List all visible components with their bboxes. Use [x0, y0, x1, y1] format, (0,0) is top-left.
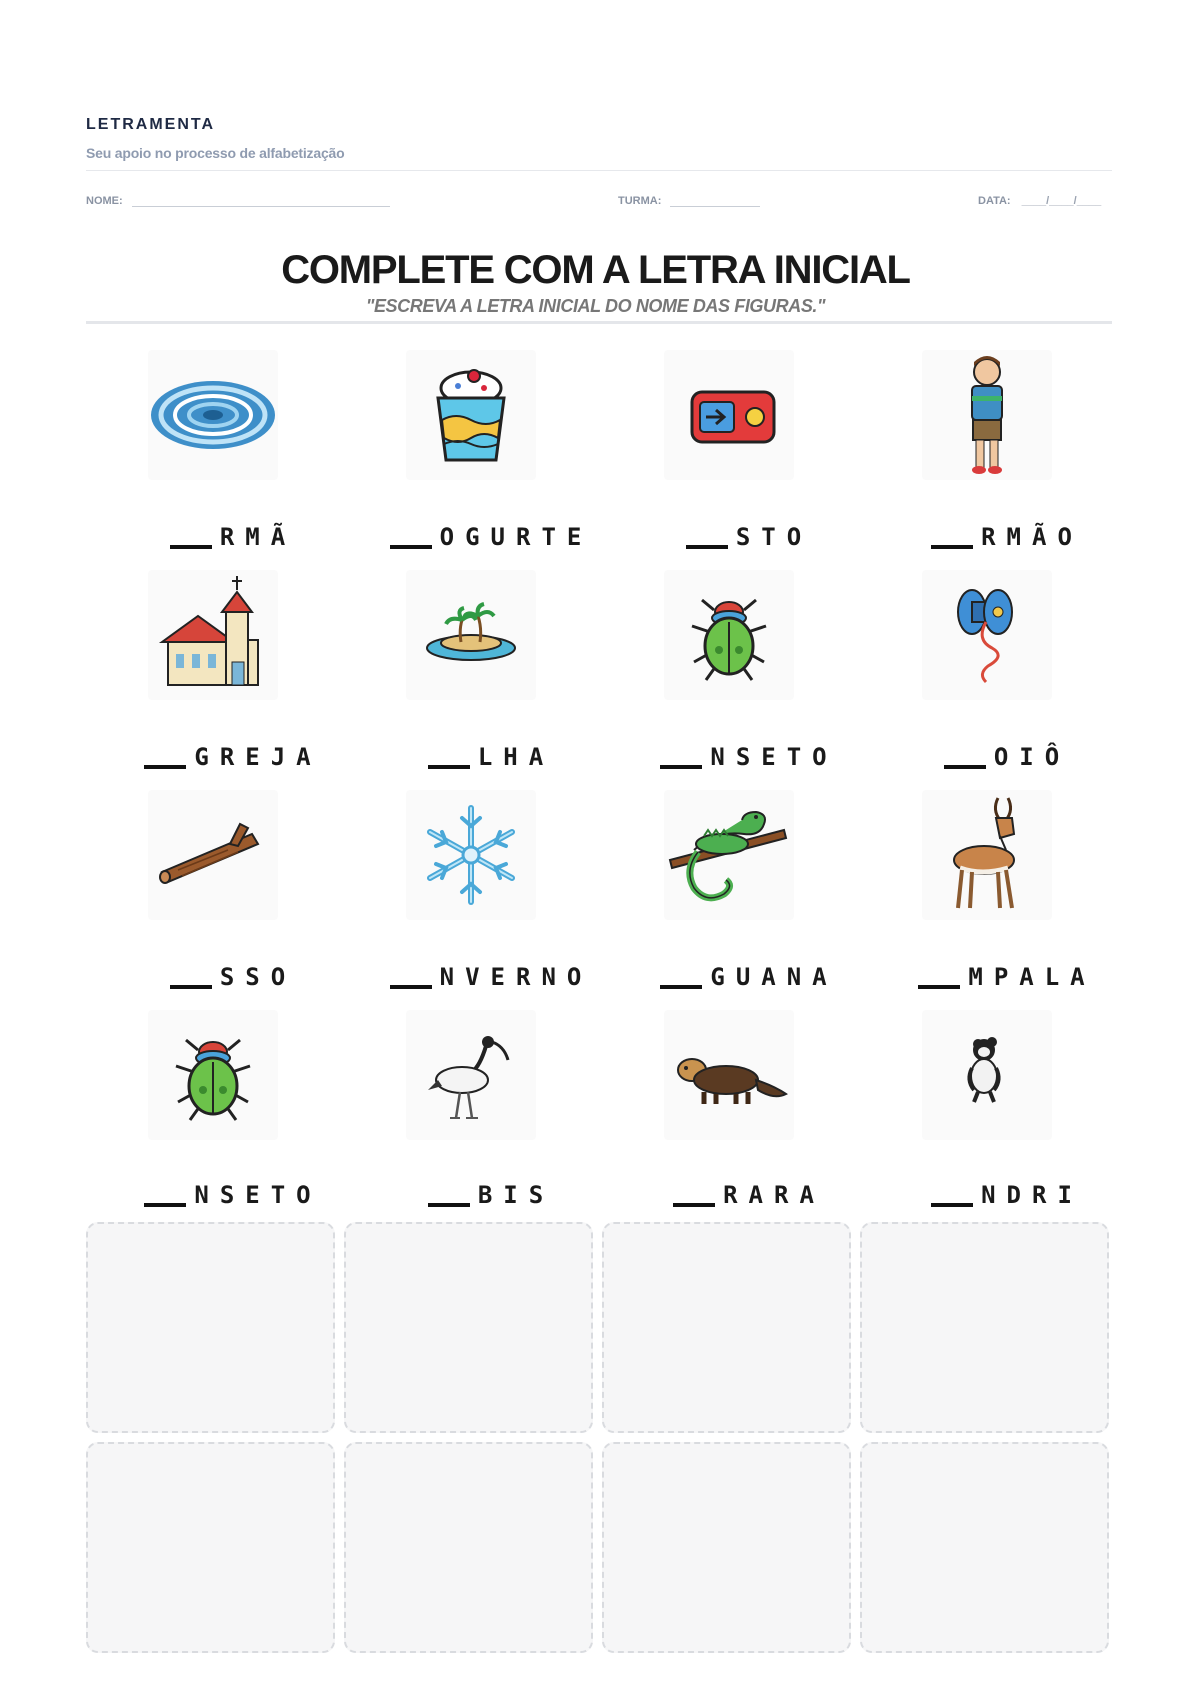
brand-name: LETRAMENTA — [86, 116, 216, 133]
header-divider — [86, 170, 1112, 171]
word-7: NSETO — [620, 743, 878, 771]
word-1: RMÃ — [104, 523, 362, 551]
answer-box[interactable] — [860, 1442, 1109, 1653]
letter-blank[interactable] — [931, 545, 973, 549]
answer-box[interactable] — [344, 1442, 593, 1653]
indri-icon — [922, 1010, 1052, 1140]
word-3: STO — [620, 523, 878, 551]
letter-blank[interactable] — [660, 765, 702, 769]
word-8: OIÔ — [878, 743, 1136, 771]
word-15: RARA — [620, 1181, 878, 1209]
letter-blank[interactable] — [428, 765, 470, 769]
word-13: NSETO — [104, 1181, 362, 1209]
word-4: RMÃO — [878, 523, 1136, 551]
beetle-icon — [664, 570, 794, 700]
word-14: BIS — [362, 1181, 620, 1209]
word-6: LHA — [362, 743, 620, 771]
name-field — [86, 195, 390, 207]
word-2: OGURTE — [362, 523, 620, 551]
beetle-icon — [148, 1010, 278, 1140]
word-12: MPALA — [878, 963, 1136, 991]
tayra-icon — [664, 1010, 794, 1140]
word-11: GUANA — [620, 963, 878, 991]
date-value[interactable]: ____/____/____ — [1021, 195, 1102, 207]
class-field — [618, 195, 760, 207]
letter-blank[interactable] — [660, 985, 702, 989]
word-9: SSO — [104, 963, 362, 991]
word-5: GREJA — [104, 743, 362, 771]
ibis-icon — [406, 1010, 536, 1140]
name-line[interactable] — [132, 205, 390, 207]
impala-icon — [922, 790, 1052, 920]
date-label: DATA: — [978, 195, 1011, 207]
letter-blank[interactable] — [673, 1203, 715, 1207]
letter-blank[interactable] — [170, 545, 212, 549]
church-icon — [148, 570, 278, 700]
date-field — [978, 195, 1101, 207]
arrow-block-icon — [664, 350, 794, 480]
answer-box[interactable] — [86, 1442, 335, 1653]
letter-blank[interactable] — [931, 1203, 973, 1207]
snowflake-icon — [406, 790, 536, 920]
title-divider — [86, 321, 1112, 324]
answer-box[interactable] — [86, 1222, 335, 1433]
letter-blank[interactable] — [144, 765, 186, 769]
letter-blank[interactable] — [944, 765, 986, 769]
class-line[interactable] — [670, 205, 760, 207]
island-icon — [406, 570, 536, 700]
iguana-icon — [664, 790, 794, 920]
yoyo-icon — [922, 570, 1052, 700]
page-subtitle: "ESCREVA A LETRA INICIAL DO NOME DAS FIGURAS." — [365, 296, 826, 316]
letter-blank[interactable] — [918, 985, 960, 989]
name-label: NOME: — [86, 195, 123, 207]
letter-blank[interactable] — [144, 1203, 186, 1207]
page-title: COMPLETE COM A LETRA INICIAL — [281, 248, 910, 292]
whirlpool-icon — [148, 350, 278, 480]
letter-blank[interactable] — [390, 545, 432, 549]
answer-box[interactable] — [344, 1222, 593, 1433]
stick-icon — [148, 790, 278, 920]
class-label: TURMA: — [618, 195, 662, 207]
letter-blank[interactable] — [686, 545, 728, 549]
brand-tagline: Seu apoio no processo de alfabetização — [86, 145, 345, 161]
boy-icon — [922, 350, 1052, 480]
answer-box[interactable] — [602, 1222, 851, 1433]
answer-box[interactable] — [602, 1442, 851, 1653]
word-10: NVERNO — [362, 963, 620, 991]
letter-blank[interactable] — [390, 985, 432, 989]
letter-blank[interactable] — [428, 1203, 470, 1207]
answer-box[interactable] — [860, 1222, 1109, 1433]
word-16: NDRI — [878, 1181, 1136, 1209]
letter-blank[interactable] — [170, 985, 212, 989]
yogurt-cup-icon — [406, 350, 536, 480]
